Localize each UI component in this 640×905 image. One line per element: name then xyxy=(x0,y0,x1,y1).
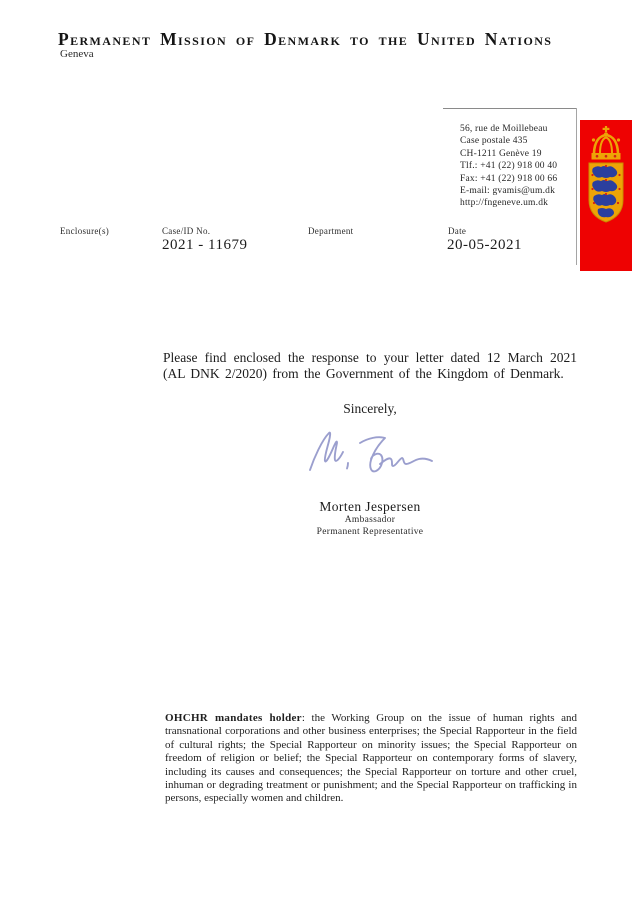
emblem-side-rule xyxy=(576,108,577,265)
enclosure-label: Enclosure(s) xyxy=(60,226,110,236)
case-id-value: 2021 - 11679 xyxy=(162,237,248,253)
letterhead-subtitle: Geneva xyxy=(60,48,94,60)
address-line: http://fngeneve.um.dk xyxy=(460,198,549,209)
address-line: 56, rue de Moillebeau xyxy=(460,124,548,134)
letterhead-title: Permanent Mission of Denmark to the United Nations xyxy=(58,29,553,49)
address-line: Fax: +41 (22) 918 00 66 xyxy=(460,173,558,184)
ohchr-mandates-bold-label: OHCHR mandates holder xyxy=(165,712,302,724)
shield-icon xyxy=(589,163,623,222)
ohchr-mandates-text: : the Working Group on the issue of human rights and transnational corporations and other business enterprises; the Special Rapporteur in the field of cultural rights; the Special Rapporteur on minority issues; the Special Rapporteur on freedom of religion or belief; the Special Rapporteur on contemporary forms of slavery, including its causes and consequences; the Special Rapporteur on torture and other cruel, inhuman or degrading treatment or punishment; and the Special Rapporteur on trafficking in persons, especially women and children. xyxy=(165,712,578,805)
closing-salutation: Sincerely, xyxy=(343,401,397,416)
ohchr-mandates-footnote xyxy=(165,712,577,806)
department-label: Department xyxy=(308,226,354,236)
address-line: Tlf.: +41 (22) 918 00 40 xyxy=(460,161,558,172)
danish-coat-of-arms-banner-icon xyxy=(580,120,632,271)
address-top-rule xyxy=(443,108,577,109)
letter-body-paragraph: Please find enclosed the response to your letter dated 12 March 2021 (AL DNK 2/2020) from the Government of the Kingdom of Denmark. xyxy=(163,350,577,381)
address-line: CH-1211 Genève 19 xyxy=(460,148,542,159)
date-label: Date xyxy=(448,226,467,236)
case-id-label: Case/ID No. xyxy=(162,226,211,236)
address-line: Case postale 435 xyxy=(460,136,528,147)
handwritten-signature xyxy=(296,420,438,484)
address-line: E-mail: gvamis@um.dk xyxy=(460,186,556,197)
mission-address-block xyxy=(460,123,557,210)
date-value: 20-05-2021 xyxy=(447,237,522,253)
signer-title-permanent-representative: Permanent Representative xyxy=(316,527,424,537)
signer-title-ambassador: Ambassador xyxy=(344,515,396,525)
signer-name: Morten Jespersen xyxy=(319,499,421,514)
